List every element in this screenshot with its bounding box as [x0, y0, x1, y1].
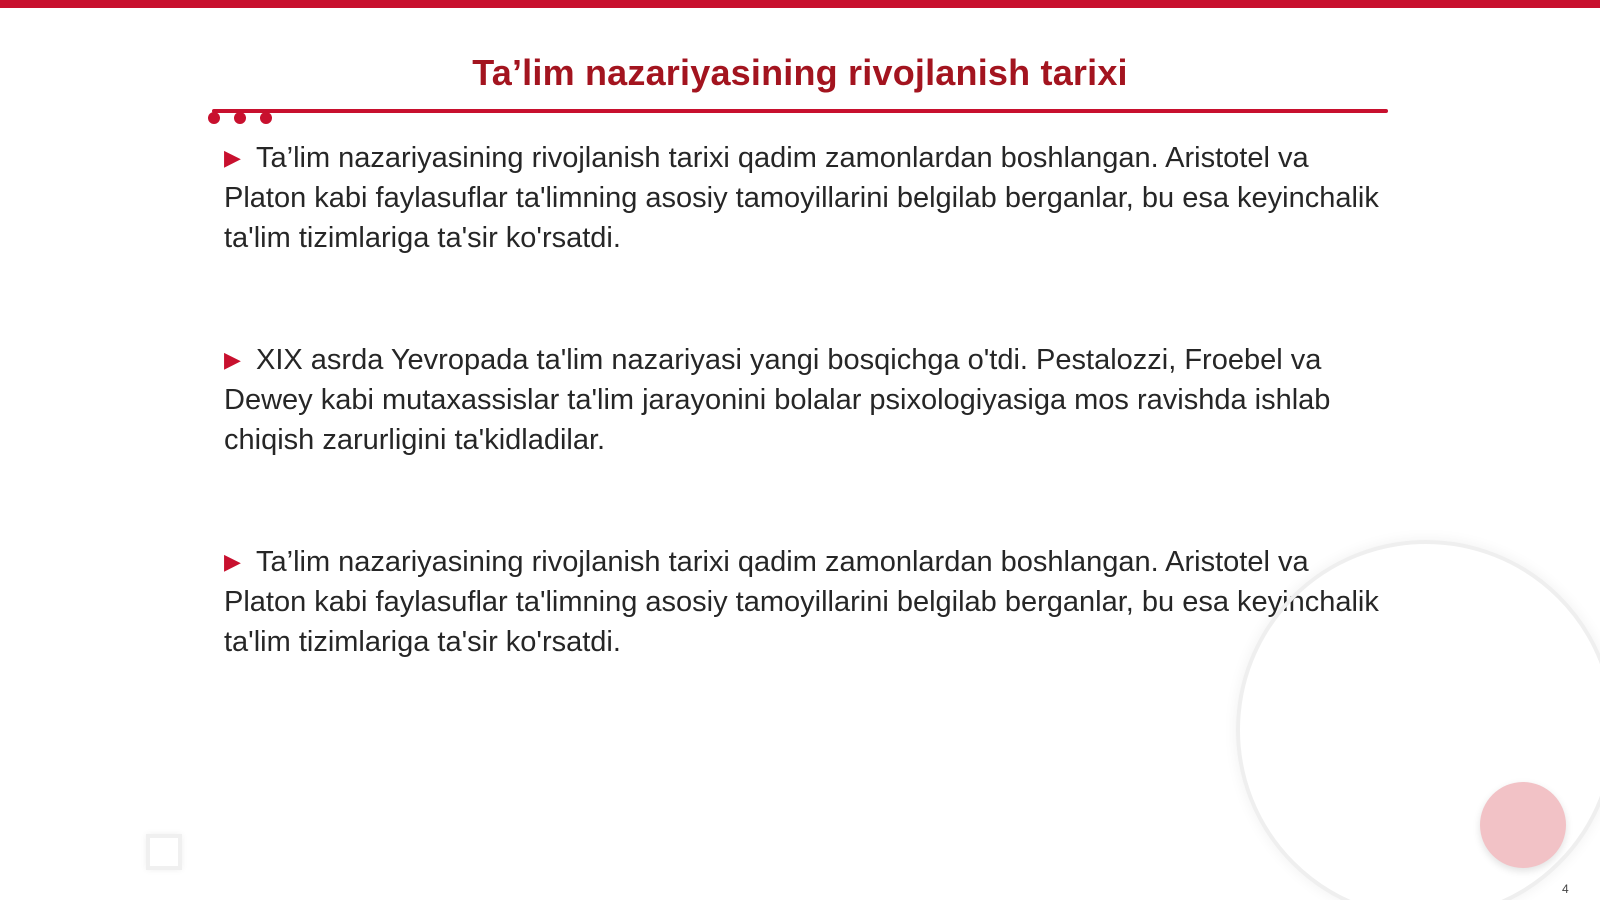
bullet-item — [224, 138, 1384, 258]
decor-dot — [260, 112, 272, 124]
slide-title: Ta’lim nazariyasining rivojlanish tarixi — [472, 52, 1128, 93]
decor-square — [146, 834, 182, 870]
bullet-item — [224, 340, 1384, 460]
triangle-right-icon: ▶ — [224, 549, 241, 574]
decor-dot — [234, 112, 246, 124]
triangle-right-icon: ▶ — [224, 347, 241, 372]
title-underline — [212, 109, 1388, 113]
bullet-item — [224, 542, 1384, 662]
top-accent-bar — [0, 0, 1600, 8]
triangle-right-icon: ▶ — [224, 145, 241, 170]
decor-dot — [208, 112, 220, 124]
page-number: 4 — [1562, 882, 1569, 896]
decor-pink-circle — [1480, 782, 1566, 868]
bullet-text: Ta’lim nazariyasining rivojlanish tarixi qadim zamonlardan boshlangan. Aristotel va Platon kabi faylasuflar ta'limning asosiy tamoyillarini belgilab berganlar, bu esa keyinchalik ta'lim tizimlariga ta'sir ko'rsatdi. — [224, 142, 1379, 254]
bullet-text: Ta’lim nazariyasining rivojlanish tarixi qadim zamonlardan boshlangan. Aristotel va Platon kabi faylasuflar ta'limning asosiy tamoyillarini belgilab berganlar, bu esa keyinchalik ta'lim tizimlariga ta'sir ko'rsatdi. — [224, 546, 1379, 658]
bullet-list — [224, 138, 1384, 662]
bullet-text: XIX asrda Yevropada ta'lim nazariyasi yangi bosqichga o'tdi. Pestalozzi, Froebel va Dewey kabi mutaxassislar ta'lim jarayonini bolalar psixologiyasiga mos ravishda ishlab chiqish zarurligini ta'kidladilar. — [224, 344, 1331, 456]
